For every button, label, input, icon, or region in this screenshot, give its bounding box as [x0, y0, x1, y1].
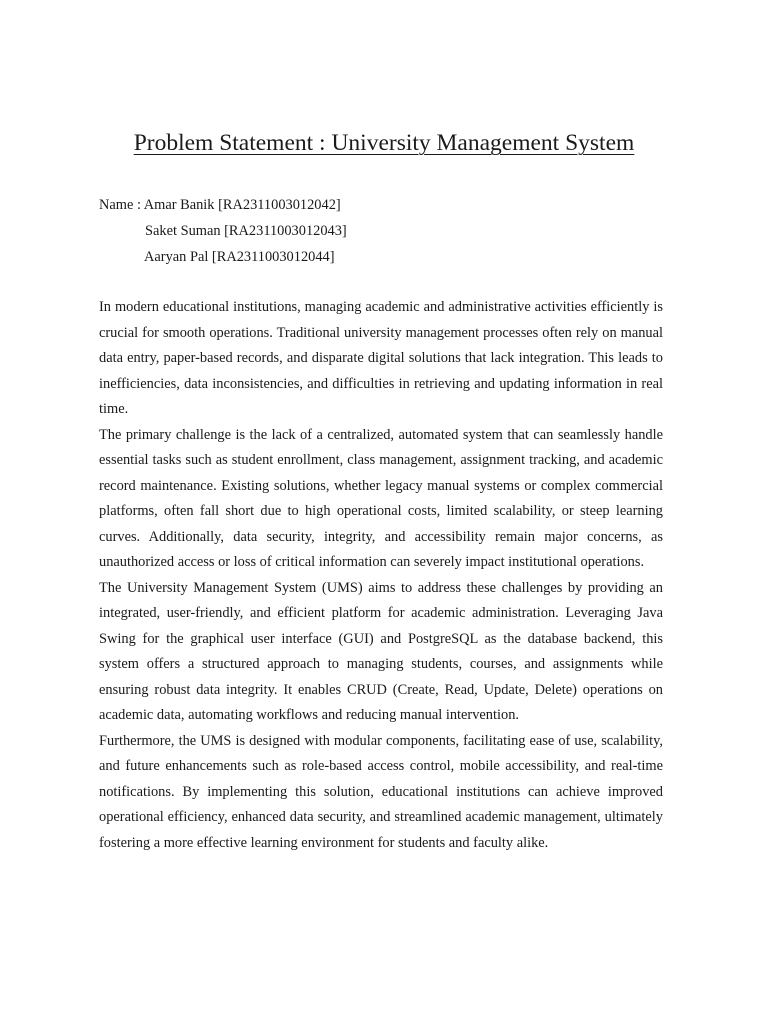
author-name-1: Amar Banik [RA2311003012042]: [143, 197, 341, 213]
page-title: Problem Statement : University Management System: [133, 130, 635, 156]
author-name-2: Saket Suman [RA2311003012043]: [145, 223, 347, 239]
name-prefix: Name :: [99, 197, 144, 213]
body-text: [99, 295, 663, 856]
author-line-3: [99, 244, 347, 270]
paragraph-solution: The University Management System (UMS) aims to address these challenges by providing an integrated, user-friendly, and efficient platform for academic administration. Leveraging Java Swing for the graphical user interface (GUI) and PostgreSQL as the database backend, this system offers a structured approach to managing students, courses, and assignments while ensuring robust data integrity. It enables CRUD (Create, Read, Update, Delete) operations on academic data, automating workflows and reducing manual intervention.: [99, 579, 663, 723]
author-line-2: [99, 218, 347, 244]
paragraph-conclusion: Furthermore, the UMS is designed with modular components, facilitating ease of use, scalability, and future enhancements such as role-based access control, mobile accessibility, and real-time notifications. By implementing this solution, educational institutions can achieve improved operational efficiency, enhanced data security, and streamlined academic management, ultimately fostering a more effective learning environment for students and faculty alike.: [99, 732, 663, 851]
author-line-1: [99, 192, 347, 218]
paragraph-challenge: The primary challenge is the lack of a centralized, automated system that can seamlessly handle essential tasks such as student enrollment, class management, assignment tracking, and academic record maintenance. Existing solutions, whether legacy manual systems or complex commercial platforms, often fall short due to high operational costs, limited scalability, or steep learning curves. Additionally, data security, integrity, and accessibility remain major concerns, as unauthorized access or loss of critical information can severely impact institutional operations.: [99, 426, 663, 570]
author-list: [99, 192, 347, 270]
author-name-3: Aaryan Pal [RA2311003012044]: [144, 249, 335, 265]
paragraph-intro: In modern educational institutions, managing academic and administrative activities efficiently is crucial for smooth operations. Traditional university management processes often rely on manual data entry, paper-based records, and disparate digital solutions that lack integration. This leads to inefficiencies, data inconsistencies, and difficulties in retrieving and updating information in real time.: [99, 299, 663, 417]
